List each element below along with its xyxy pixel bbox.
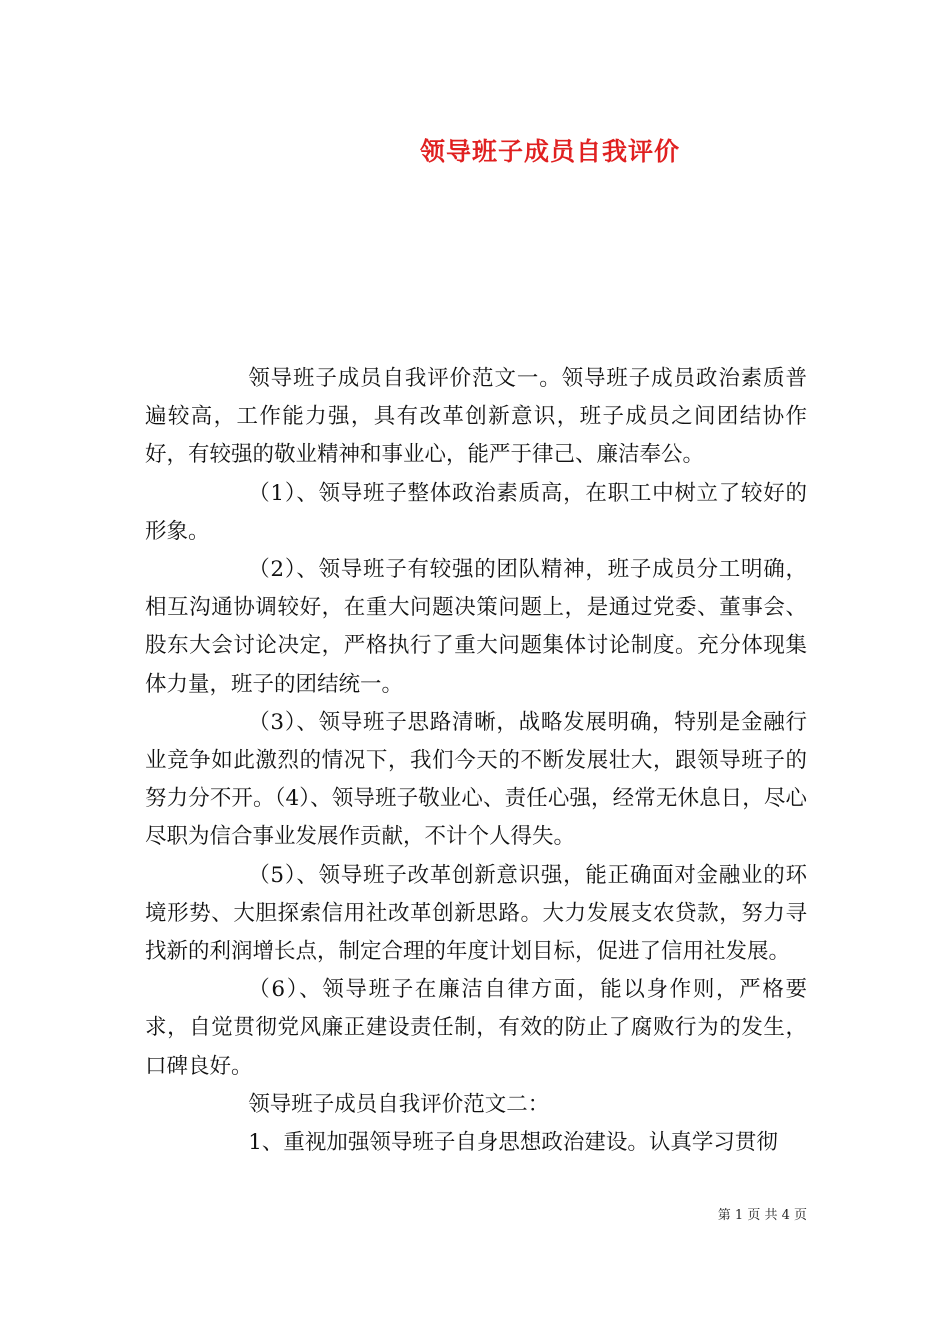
- paragraph: （1）、领导班子整体政治素质高，在职工中树立了较好的形象。: [145, 480, 807, 544]
- paragraph: （6）、领导班子在廉洁自律方面，能以身作则，严格要求，自觉贯彻党风廉正建设责任制，有效的防止了腐败行为的发生，口碑良好。: [145, 977, 807, 1079]
- page-number: 第 1 页 共 4 页: [717, 1208, 807, 1223]
- paragraph: （3）、领导班子思路清晰，战略发展明确，特别是金融行业竞争如此激烈的情况下，我们今天的不断发展壮大，跟领导班子的努力分不开。（4）、领导班子敬业心、责任心强，经常无休息日，尽心尽职为信合事业发展作贡献，不计个人得失。: [145, 709, 807, 850]
- paragraph: 1、重视加强领导班子自身思想政治建设。认真学习贯彻: [248, 1130, 778, 1156]
- paragraph: （5）、领导班子改革创新意识强，能正确面对金融业的环境形势、大胆探索信用社改革创新思路。大力发展支农贷款，努力寻找新的利润增长点，制定合理的年度计划目标，促进了信用社发展。: [145, 862, 807, 965]
- paragraph: （2）、领导班子有较强的团队精神，班子成员分工明确，相互沟通协调较好，在重大问题决策问题上，是通过党委、董事会、股东大会讨论决定，严格执行了重大问题集体讨论制度。充分体现集体力量，班子的团结统一。: [145, 557, 807, 697]
- document-title: 领导班子成员自我评价: [419, 137, 680, 166]
- paragraph: 领导班子成员自我评价范文二：: [248, 1091, 550, 1117]
- document-body: [145, 360, 807, 1162]
- paragraph: 领导班子成员自我评价范文一。领导班子成员政治素质普遍较高，工作能力强，具有改革创新意识，班子成员之间团结协作好，有较强的敬业精神和事业心，能严于律己、廉洁奉公。: [145, 366, 807, 468]
